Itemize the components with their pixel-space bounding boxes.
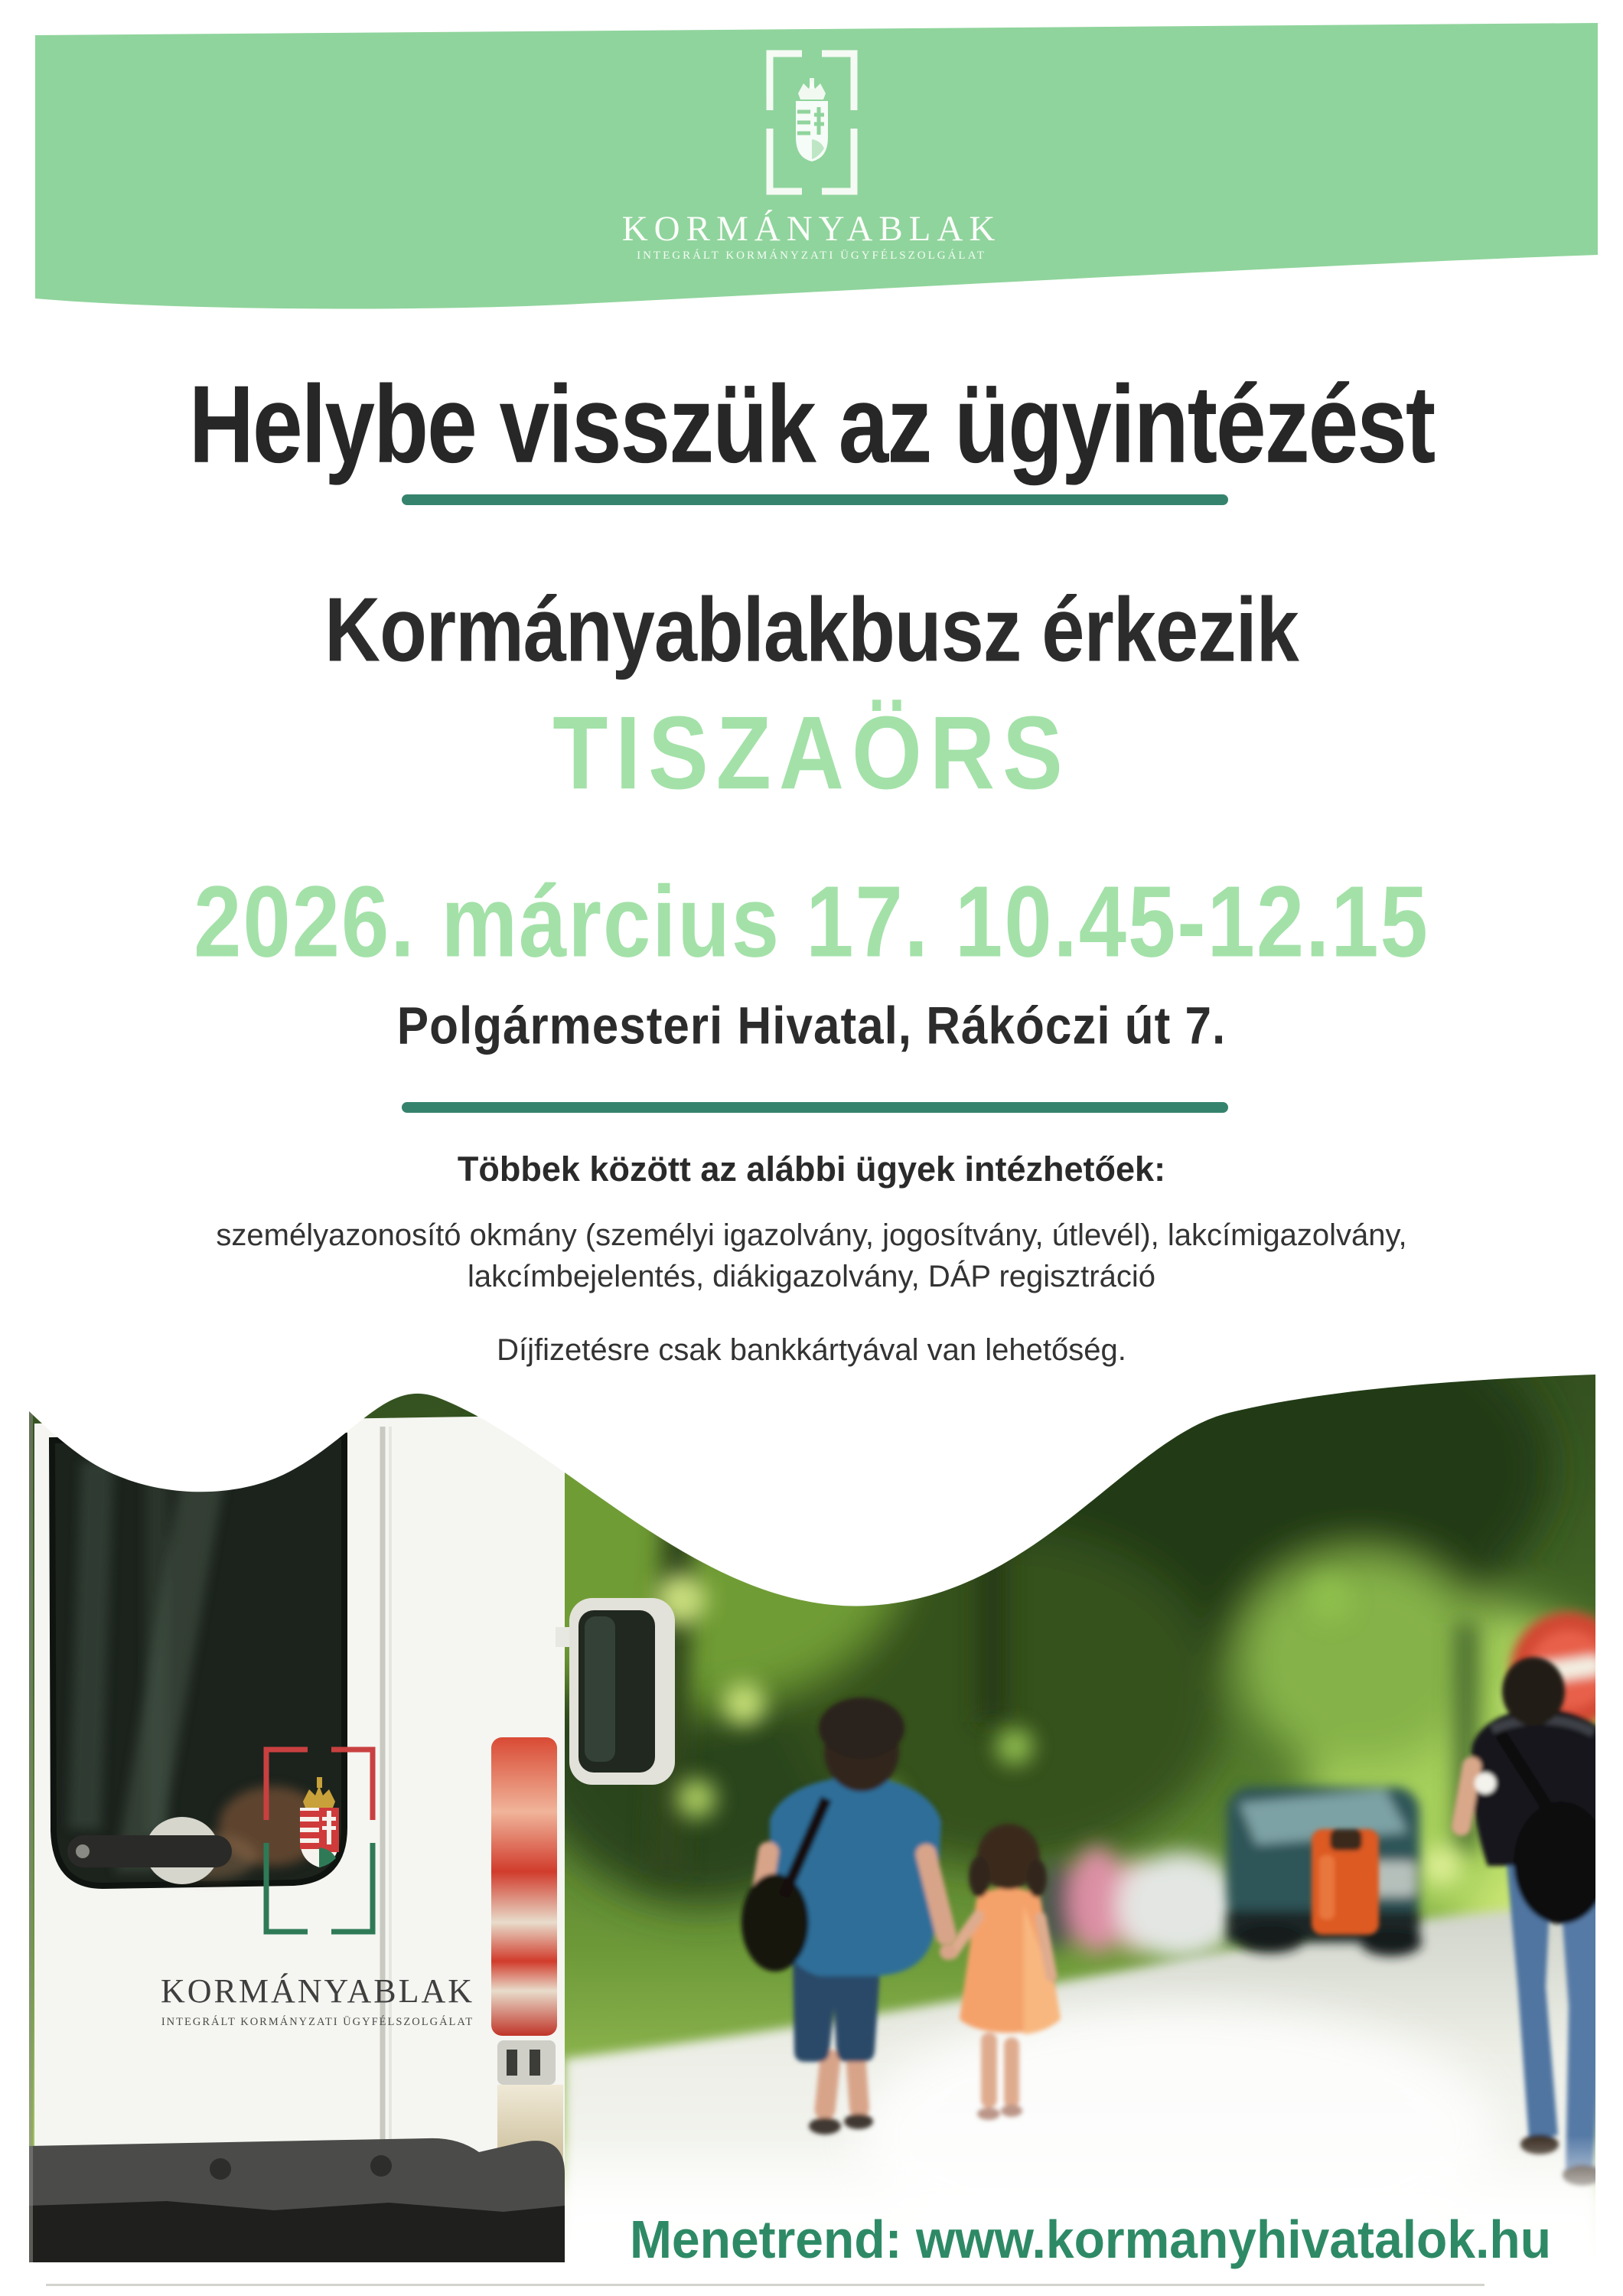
kormanyablak-logo bbox=[762, 49, 862, 196]
subtitle: Kormányablakbusz érkezik bbox=[324, 579, 1299, 681]
van-hinge bbox=[497, 2040, 556, 2085]
orange-bin bbox=[1312, 1829, 1379, 1935]
event-datetime: 2026. március 17. 10.45-12.15 bbox=[194, 865, 1429, 978]
page-title: Helybe visszük az ügyintézést bbox=[188, 363, 1435, 487]
poster-photo bbox=[29, 1370, 1595, 2270]
payment-note: Díjfizetésre csak bankkártyával van lehetőség. bbox=[497, 1333, 1126, 1367]
scan-line-bottom bbox=[46, 2284, 1484, 2286]
divider-line-bottom bbox=[402, 1102, 1228, 1113]
town-name: TISZAÖRS bbox=[552, 695, 1071, 812]
scan-edge-left bbox=[29, 1401, 33, 2265]
banner-tagline: INTEGRÁLT KORMÁNYZATI ÜGYFÉLSZOLGÁLAT bbox=[637, 249, 986, 262]
van-wordmark: KORMÁNYABLAK bbox=[160, 1972, 475, 2010]
coat-of-arms-icon bbox=[796, 78, 828, 161]
banner-wordmark: KORMÁNYABLAK bbox=[621, 209, 1002, 249]
van-tagline: INTEGRÁLT KORMÁNYZATI ÜGYFÉLSZOLGÁLAT bbox=[161, 2016, 474, 2028]
event-location: Polgármesteri Hivatal, Rákóczi út 7. bbox=[396, 997, 1227, 1055]
services-line-2: lakcímbejelentés, diákigazolvány, DÁP regisztráció bbox=[468, 1260, 1155, 1293]
van-taillight bbox=[491, 1737, 557, 2036]
van-side-mirror bbox=[556, 1598, 675, 1785]
services-heading: Többek között az alábbi ügyek intézhetőek: bbox=[457, 1150, 1166, 1189]
services-line-1: személyazonosító okmány (személyi igazolvány, jogosítvány, útlevél), lakcímigazolvány, bbox=[216, 1218, 1407, 1252]
divider-line-top bbox=[402, 494, 1228, 505]
schedule-url: Menetrend: www.kormanyhivatalok.hu bbox=[629, 2210, 1552, 2269]
